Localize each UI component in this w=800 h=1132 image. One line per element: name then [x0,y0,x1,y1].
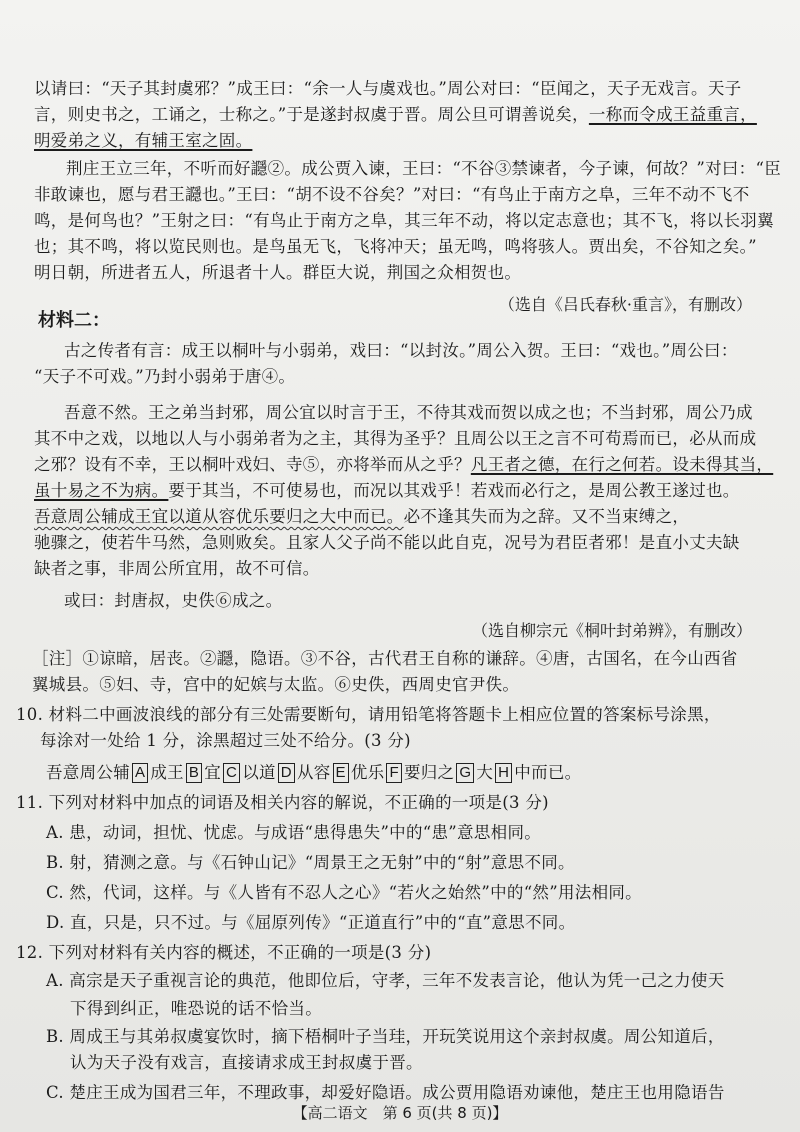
material2-line-10: 或曰：封唐叔，史佚⑥成之。 [64,591,283,610]
q11-option-c[interactable]: C. 然，代词，这样。与《人皆有不忍人之心》“若火之始然”中的“然”用法相同。 [46,883,642,902]
material2-line-8: 驰骤之，使若牛马然，急则败矣。且家人父子尚不能以此自克，况号为君臣者邪！是直小丈夫缺 [34,533,740,552]
q10-box-e[interactable]: E [333,763,349,783]
q12-option-b-line-1[interactable]: B. 周成王与其弟叔虞宴饮时，摘下梧桐叶子当珪，开玩笑说用这个亲封叔虞。周公知道后， [46,1027,725,1046]
q10-stem-2: 每涂对一处给 1 分，涂黑超过三处不给分。(3 分) [40,731,411,750]
material2-line-7 [34,504,689,530]
material2-line-3: 吾意不然。王之弟当封邪，周公宜以时言于王，不待其戏而贺以成之也；不当封邪，周公乃成 [64,403,753,422]
q10-segment-3: 宜 [204,763,222,782]
q10-segment-6: 优乐 [350,763,385,782]
q10-box-h[interactable]: H [495,763,512,783]
underlined-sentence-1b: 明爱弟之义，有辅王室之固。 [34,131,253,150]
q12-option-a-line-1[interactable]: A. 高宗是天子重视言论的典范，他即位后，守孝，三年不发表言论，他认为凭一己之力使天 [46,971,725,990]
material1-line-2-text: 言，则史书之，工诵之，士称之。”于是遂封叔虞于晋。周公旦可谓善说矣， [34,105,589,124]
q12-option-c-line-1[interactable]: C. 楚庄王成为国君三年，不理政事，却爱好隐语。成公贾用隐语劝谏他，楚庄王也用隐语告 [46,1083,725,1102]
material1-line-8: 明日朝，所进者五人，所退者十人。群臣大说，荆国之众相贺也。 [34,263,522,282]
q12-option-a-line-2: 下得到纠正，唯恐说的话不恰当。 [70,999,322,1018]
q10-segment-5: 从容 [296,763,331,782]
material1-line-4: 荆庄王立三年，不听而好讔②。成公贾入谏，王曰：“不谷③禁谏者，今子谏，何故？”对曰：“臣 [66,159,782,178]
q11-stem: 11. 下列对材料中加点的词语及相关内容的解说，不正确的一项是(3 分) [16,793,549,812]
q10-segment-7: 要归之 [403,763,455,782]
material2-line-6-text: 要于其当，不可使易也，而况以其戏乎！若戏而必行之，是周公教王遂过也。 [168,481,740,500]
q11-option-b[interactable]: B. 射，猜测之意。与《石钟山记》“周景王之无射”中的“射”意思不同。 [46,853,575,872]
notes-line-1: ［注］①谅暗，居丧。②讔，隐语。③不谷，古代君王自称的谦辞。④唐，古国名，在今山西省 [32,649,738,668]
material2-heading: 材料二： [38,310,110,331]
material2-source: （选自柳宗元《桐叶封弟辨》，有删改） [471,621,752,640]
q10-box-a[interactable]: A [132,763,148,783]
q10-segment-1: 吾意周公辅 [46,763,130,782]
q10-segment-4: 以道 [242,763,276,782]
underlined-sentence-2b: 虽十易之不为病。 [34,481,169,500]
material2-line-9: 缺者之事，非周公所宜用，故不可信。 [34,559,320,578]
q10-box-g[interactable]: G [456,763,474,783]
material1-line-1: 以请曰：“天子其封虞邪？”成王曰：“余一人与虞戏也。”周公对曰：“臣闻之，天子无戏言。天子 [34,79,742,98]
wavy-line-passage: 吾意周公辅成王宜以道从容优乐要归之大中而已。 [34,507,404,526]
material2-line-2: “天子不可戏。”乃封小弱弟于唐④。 [34,367,296,386]
material2-line-7-text: 必不逢其失而为之辞。又不当束缚之， [403,507,690,526]
q10-segment-2: 成王 [150,763,184,782]
page-footer: 【高二语文 第 6 页(共 8 页)】 [292,1104,508,1122]
material1-source: （选自《吕氏春秋·重言》，有删改） [498,295,752,314]
material1-line-5: 非敢谏也，愿与君王讔也。”王曰：“胡不设不谷矣？”对曰：“有鸟止于南方之阜，三年不动不飞不 [34,185,750,204]
material1-line-7: 也；其不鸣，将以览民则也。是鸟虽无飞，飞将冲天；虽无鸣，鸣将骇人。贾出矣，不谷知之矣。” [34,237,757,256]
q12-stem: 12. 下列对材料有关内容的概述，不正确的一项是(3 分) [16,943,432,962]
q10-segment-8: 大 [476,763,494,782]
q10-box-d[interactable]: D [278,763,295,783]
q11-option-d[interactable]: D. 直，只是，只不过。与《屈原列传》“正道直行”中的“直”意思不同。 [46,913,576,932]
notes-line-2: 翼城县。⑤妇、寺，宫中的妃嫔与太监。⑥史佚，西周史官尹佚。 [32,675,520,694]
material2-line-4: 其不中之戏，以地以人与小弱弟者为之主，其得为圣乎？且周公以王之言不可苟焉而已，必从而成 [34,429,757,448]
q11-option-a[interactable]: A. 患，动词，担忧、忧虑。与成语“患得患失”中的“患”意思相同。 [46,823,542,842]
material2-line-5-text: 之邪？设有不幸，王以桐叶戏妇、寺⑤，亦将举而从之乎？ [34,455,471,474]
q10-box-b[interactable]: B [186,763,202,783]
q10-box-c[interactable]: C [223,763,240,783]
q12-option-b-line-2: 认为天子没有戏言，直接请求成王封叔虞于晋。 [70,1053,423,1072]
material2-line-1: 古之传者有言：成王以桐叶与小弱弟，戏曰：“以封汝。”周公入贺。王曰：“戏也。”周公曰： [64,341,738,360]
q10-stem-1: 10. 材料二中画波浪线的部分有三处需要断句，请用铅笔将答题卡上相应位置的答案标号涂黑， [16,705,721,724]
material1-line-6: 鸣，是何鸟也？”王射之曰：“有鸟止于南方之阜，其三年不动，将以定志意也；其不飞，将以长羽翼 [34,211,774,230]
q10-segment-9: 中而已。 [514,763,582,782]
material1-line-2 [34,102,757,128]
underlined-sentence-1a: 一称而令成王益重言， [588,105,757,124]
material2-line-6 [34,478,740,504]
q10-answer-line [46,760,581,786]
underlined-sentence-2a: 凡王者之德，在行之何若。设未得其当， [470,455,774,474]
q10-box-f[interactable]: F [386,763,401,783]
material2-line-5 [34,452,773,478]
